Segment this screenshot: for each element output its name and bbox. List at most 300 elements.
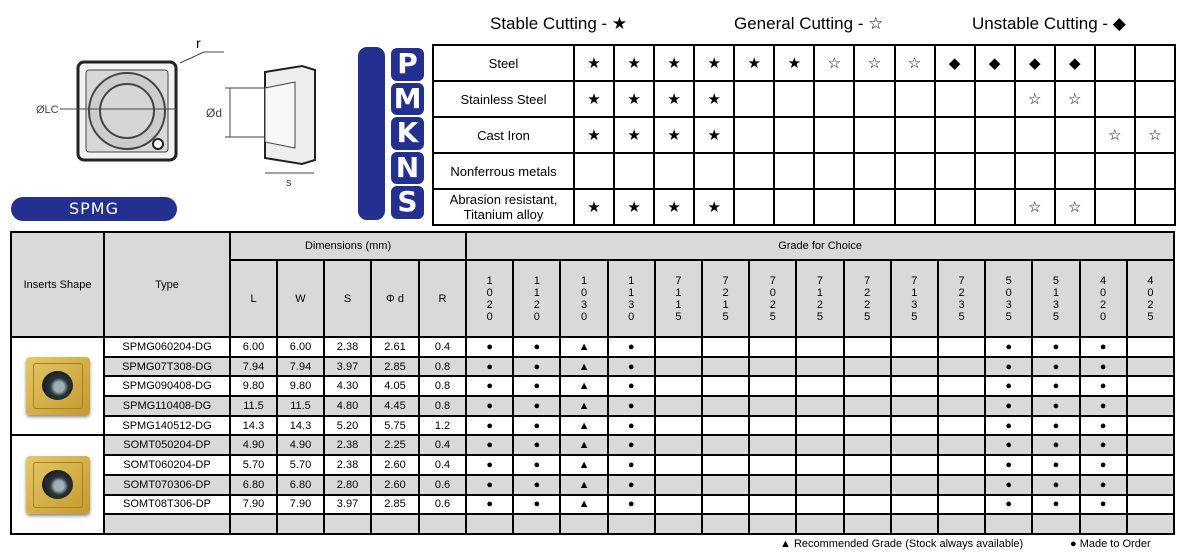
stable-star-icon: ★: [694, 81, 734, 117]
made-to-order-dot-icon: ●: [1032, 396, 1079, 416]
empty-cell: [844, 495, 891, 515]
made-to-order-dot-icon: ●: [985, 416, 1032, 436]
stable-star-icon: ★: [574, 45, 614, 81]
empty-cell: [844, 357, 891, 377]
general-star-icon: ☆: [1015, 81, 1055, 117]
made-to-order-dot-icon: ●: [608, 475, 655, 495]
iso-letter-s: S: [390, 185, 425, 220]
material-application-table: [432, 44, 1176, 226]
made-to-order-dot-icon: ●: [1032, 495, 1079, 515]
header-grade-7115: 7 1 1 5: [655, 260, 702, 337]
general-star-icon: ☆: [1135, 117, 1175, 153]
header-grade-7225: 7 2 2 5: [844, 260, 891, 337]
empty-cell: [975, 189, 1015, 225]
recommended-triangle-icon: ▲: [560, 376, 607, 396]
empty-cell: [749, 455, 796, 475]
empty-cell: [891, 357, 938, 377]
empty-cell: [895, 117, 935, 153]
empty-cell: [814, 81, 854, 117]
empty-cell: [1127, 416, 1174, 436]
iso-group-bar: [358, 47, 385, 220]
material-name: Cast Iron: [433, 117, 574, 153]
empty-cell: [734, 81, 774, 117]
made-to-order-dot-icon: ●: [985, 475, 1032, 495]
dimension-cell: 2.80: [324, 475, 371, 495]
made-to-order-dot-icon: ●: [466, 357, 513, 377]
empty-cell: [1095, 81, 1135, 117]
empty-cell: [1127, 435, 1174, 455]
empty-cell: [891, 376, 938, 396]
dimension-cell: 4.80: [324, 396, 371, 416]
dimension-cell: 0.6: [419, 475, 466, 495]
empty-cell: [608, 514, 655, 534]
dimension-cell: 5.70: [277, 455, 324, 475]
material-name: Nonferrous metals: [433, 153, 574, 189]
made-to-order-dot-icon: ●: [1080, 455, 1127, 475]
empty-cell: [895, 81, 935, 117]
empty-cell: [891, 475, 938, 495]
made-to-order-dot-icon: ●: [985, 435, 1032, 455]
dimension-cell: 5.20: [324, 416, 371, 436]
empty-cell: [702, 455, 749, 475]
empty-cell: [655, 337, 702, 357]
empty-cell: [466, 514, 513, 534]
dimension-cell: 7.90: [230, 495, 277, 515]
made-to-order-dot-icon: ●: [985, 357, 1032, 377]
made-to-order-dot-icon: ●: [513, 435, 560, 455]
empty-cell: [655, 455, 702, 475]
s-label: s: [286, 177, 292, 189]
empty-cell: [938, 495, 985, 515]
material-row: [433, 117, 1175, 153]
dimension-cell: 0.8: [419, 357, 466, 377]
empty-cell: [749, 416, 796, 436]
general-star-icon: ☆: [1055, 189, 1095, 225]
table-row: [11, 435, 1174, 455]
stable-star-icon: ★: [774, 45, 814, 81]
type-cell: [104, 514, 230, 534]
stable-star-icon: ★: [574, 117, 614, 153]
dimension-cell: 0.8: [419, 376, 466, 396]
made-to-order-dot-icon: ●: [513, 376, 560, 396]
general-star-icon: ☆: [814, 45, 854, 81]
empty-cell: [655, 495, 702, 515]
empty-cell: [891, 416, 938, 436]
unstable-diamond-icon: ◆: [935, 45, 975, 81]
stable-star-icon: ★: [574, 81, 614, 117]
iso-material-letters: [390, 47, 425, 220]
iso-letter-p: P: [390, 47, 425, 82]
table-row: [11, 475, 1174, 495]
dimension-cell: 0.8: [419, 396, 466, 416]
recommended-triangle-icon: ▲: [560, 475, 607, 495]
made-to-order-dot-icon: ●: [1032, 455, 1079, 475]
empty-cell: [935, 189, 975, 225]
unstable-diamond-icon: ◆: [1055, 45, 1095, 81]
made-to-order-dot-icon: ●: [466, 475, 513, 495]
made-to-order-dot-icon: ●: [466, 495, 513, 515]
dimension-cell: 2.60: [371, 475, 419, 495]
header-grade-1030: 1 0 3 0: [560, 260, 607, 337]
empty-cell: [1015, 153, 1055, 189]
insert-spmg-image: [26, 357, 90, 415]
empty-cell: [938, 337, 985, 357]
header-dim-r: R: [419, 260, 466, 337]
made-to-order-dot-icon: ●: [513, 475, 560, 495]
empty-cell: [1095, 45, 1135, 81]
made-to-order-dot-icon: ●: [985, 455, 1032, 475]
header-grade-7125: 7 1 2 5: [796, 260, 843, 337]
unstable-diamond-icon: ◆: [975, 45, 1015, 81]
dimension-cell: 4.90: [277, 435, 324, 455]
made-to-order-dot-icon: ●: [608, 495, 655, 515]
dimension-cell: 2.60: [371, 455, 419, 475]
made-to-order-dot-icon: ●: [1032, 435, 1079, 455]
empty-cell: [938, 475, 985, 495]
dimension-cell: 3.97: [324, 495, 371, 515]
material-row: [433, 189, 1175, 225]
empty-cell: [702, 357, 749, 377]
made-to-order-dot-icon: ●: [608, 416, 655, 436]
dimension-cell: 6.00: [277, 337, 324, 357]
made-to-order-dot-icon: ●: [1032, 416, 1079, 436]
stable-star-icon: ★: [574, 189, 614, 225]
d-label: Ød: [206, 106, 223, 120]
stable-cutting-legend: Stable Cutting - ★: [490, 14, 628, 33]
legend-made-to-order: ● Made to Order: [1070, 538, 1151, 550]
insert-shape-cell: [11, 337, 104, 435]
table-row: [11, 376, 1174, 396]
dimension-cell: 5.75: [371, 416, 419, 436]
recommended-triangle-icon: ▲: [560, 495, 607, 515]
empty-cell: [891, 495, 938, 515]
dimension-cell: 4.90: [230, 435, 277, 455]
dimension-cell: 6.80: [277, 475, 324, 495]
recommended-triangle-icon: ▲: [560, 337, 607, 357]
material-name: Abrasion resistant, Titanium alloy: [433, 189, 574, 225]
made-to-order-dot-icon: ●: [1080, 357, 1127, 377]
header-grade: Grade for Choice: [466, 232, 1174, 260]
empty-cell: [1135, 189, 1175, 225]
made-to-order-dot-icon: ●: [466, 435, 513, 455]
empty-cell: [702, 495, 749, 515]
legend-recommended: ▲ Recommended Grade (Stock always available): [780, 538, 1024, 550]
made-to-order-dot-icon: ●: [1080, 376, 1127, 396]
made-to-order-dot-icon: ●: [513, 396, 560, 416]
insert-hole: [42, 470, 73, 499]
empty-cell: [891, 455, 938, 475]
dimension-cell: 0.4: [419, 337, 466, 357]
made-to-order-dot-icon: ●: [1032, 357, 1079, 377]
stable-star-icon: ★: [734, 45, 774, 81]
empty-cell: [938, 435, 985, 455]
header-dim-d: Φ d: [371, 260, 419, 337]
made-to-order-dot-icon: ●: [466, 455, 513, 475]
made-to-order-dot-icon: ●: [466, 376, 513, 396]
empty-cell: [796, 495, 843, 515]
empty-cell: [655, 396, 702, 416]
empty-cell: [935, 81, 975, 117]
empty-cell: [895, 153, 935, 189]
made-to-order-dot-icon: ●: [513, 337, 560, 357]
dimension-cell: [324, 514, 371, 534]
empty-cell: [938, 357, 985, 377]
made-to-order-dot-icon: ●: [1032, 337, 1079, 357]
dimension-cell: 2.61: [371, 337, 419, 357]
table-row: [11, 495, 1174, 515]
made-to-order-dot-icon: ●: [1080, 435, 1127, 455]
empty-cell: [654, 153, 694, 189]
stable-star-icon: ★: [614, 189, 654, 225]
general-star-icon: ☆: [1095, 117, 1135, 153]
made-to-order-dot-icon: ●: [1080, 337, 1127, 357]
made-to-order-dot-icon: ●: [608, 357, 655, 377]
dimension-cell: 6.80: [230, 475, 277, 495]
empty-cell: [702, 475, 749, 495]
empty-cell: [796, 416, 843, 436]
dimension-cell: 9.80: [277, 376, 324, 396]
iso-letter-m: M: [390, 82, 425, 117]
made-to-order-dot-icon: ●: [513, 357, 560, 377]
dimension-cell: 2.25: [371, 435, 419, 455]
empty-cell: [1127, 495, 1174, 515]
dimension-cell: 2.38: [324, 435, 371, 455]
empty-cell: [1095, 153, 1135, 189]
dimension-cell: 2.85: [371, 495, 419, 515]
empty-cell: [702, 416, 749, 436]
dimension-cell: 2.38: [324, 337, 371, 357]
made-to-order-dot-icon: ●: [608, 455, 655, 475]
empty-cell: [1032, 514, 1079, 534]
type-cell: SPMG090408-DG: [104, 376, 230, 396]
made-to-order-dot-icon: ●: [466, 416, 513, 436]
header-dim-l: L: [230, 260, 277, 337]
empty-cell: [1127, 357, 1174, 377]
empty-cell: [935, 153, 975, 189]
dimension-cell: 7.94: [230, 357, 277, 377]
made-to-order-dot-icon: ●: [608, 396, 655, 416]
header-grade-1120: 1 1 2 0: [513, 260, 560, 337]
empty-cell: [814, 189, 854, 225]
stable-star-icon: ★: [614, 117, 654, 153]
empty-cell: [614, 153, 654, 189]
empty-cell: [1095, 189, 1135, 225]
empty-cell: [749, 475, 796, 495]
made-to-order-dot-icon: ●: [513, 455, 560, 475]
empty-cell: [774, 189, 814, 225]
material-row: [433, 45, 1175, 81]
table-row: [11, 396, 1174, 416]
general-cutting-legend: General Cutting - ☆: [734, 14, 884, 33]
empty-cell: [796, 475, 843, 495]
empty-cell: [1127, 337, 1174, 357]
empty-cell: [702, 514, 749, 534]
empty-cell: [854, 81, 894, 117]
dimension-cell: 7.94: [277, 357, 324, 377]
empty-cell: [1080, 514, 1127, 534]
empty-cell: [702, 337, 749, 357]
dimension-cell: 1.2: [419, 416, 466, 436]
dimension-cell: [371, 514, 419, 534]
insert-technical-drawing: [20, 30, 320, 190]
empty-cell: [844, 396, 891, 416]
empty-cell: [796, 357, 843, 377]
stable-star-icon: ★: [654, 189, 694, 225]
stable-star-icon: ★: [654, 117, 694, 153]
empty-cell: [895, 189, 935, 225]
empty-cell: [1015, 117, 1055, 153]
empty-cell: [796, 514, 843, 534]
empty-cell: [844, 337, 891, 357]
dimension-cell: 2.85: [371, 357, 419, 377]
dimension-cell: 6.00: [230, 337, 277, 357]
empty-cell: [734, 189, 774, 225]
empty-cell: [796, 396, 843, 416]
recommended-triangle-icon: ▲: [560, 357, 607, 377]
made-to-order-dot-icon: ●: [608, 337, 655, 357]
type-cell: SPMG140512-DG: [104, 416, 230, 436]
empty-cell: [854, 153, 894, 189]
empty-cell: [1055, 153, 1095, 189]
insert-shape-cell: [11, 435, 104, 533]
empty-cell: [891, 435, 938, 455]
made-to-order-dot-icon: ●: [513, 416, 560, 436]
empty-cell: [1135, 45, 1175, 81]
empty-cell: [702, 435, 749, 455]
dimension-cell: 11.5: [277, 396, 324, 416]
empty-cell: [655, 416, 702, 436]
recommended-triangle-icon: ▲: [560, 455, 607, 475]
empty-cell: [749, 514, 796, 534]
empty-cell: [938, 376, 985, 396]
dimension-cell: [419, 514, 466, 534]
empty-cell: [985, 514, 1032, 534]
empty-cell: [560, 514, 607, 534]
type-cell: SOMT08T306-DP: [104, 495, 230, 515]
empty-cell: [1055, 117, 1095, 153]
empty-cell: [844, 514, 891, 534]
general-star-icon: ☆: [1015, 189, 1055, 225]
general-star-icon: ☆: [1055, 81, 1095, 117]
type-cell: SPMG07T308-DG: [104, 357, 230, 377]
table-row: [11, 416, 1174, 436]
general-star-icon: ☆: [854, 45, 894, 81]
made-to-order-dot-icon: ●: [466, 337, 513, 357]
dimension-cell: [230, 514, 277, 534]
header-grade-1020: 1 0 2 0: [466, 260, 513, 337]
empty-cell: [774, 81, 814, 117]
insert-somt-image: [26, 456, 90, 514]
empty-cell: [749, 337, 796, 357]
header-dim-w: W: [277, 260, 324, 337]
empty-cell: [702, 396, 749, 416]
dimension-cell: 11.5: [230, 396, 277, 416]
iso-letter-k: K: [390, 116, 425, 151]
made-to-order-dot-icon: ●: [608, 435, 655, 455]
dimension-cell: 9.80: [230, 376, 277, 396]
made-to-order-dot-icon: ●: [513, 495, 560, 515]
made-to-order-dot-icon: ●: [1032, 376, 1079, 396]
header-grade-1130: 1 1 3 0: [608, 260, 655, 337]
header-dim-s: S: [324, 260, 371, 337]
header-grade-7215: 7 2 1 5: [702, 260, 749, 337]
recommended-triangle-icon: ▲: [560, 435, 607, 455]
empty-cell: [774, 117, 814, 153]
header-dimensions: Dimensions (mm): [230, 232, 466, 260]
type-cell: SPMG110408-DG: [104, 396, 230, 416]
table-row: [11, 357, 1174, 377]
empty-cell: [1135, 153, 1175, 189]
header-grade-7235: 7 2 3 5: [938, 260, 985, 337]
header-grade-4020: 4 0 2 0: [1080, 260, 1127, 337]
empty-cell: [655, 357, 702, 377]
dimension-cell: 7.90: [277, 495, 324, 515]
empty-cell: [574, 153, 614, 189]
made-to-order-dot-icon: ●: [1080, 416, 1127, 436]
empty-cell: [854, 117, 894, 153]
empty-cell: [814, 153, 854, 189]
made-to-order-dot-icon: ●: [1080, 495, 1127, 515]
empty-cell: [655, 376, 702, 396]
made-to-order-dot-icon: ●: [1080, 396, 1127, 416]
dimension-cell: [277, 514, 324, 534]
empty-cell: [1135, 81, 1175, 117]
stable-star-icon: ★: [694, 45, 734, 81]
material-row: [433, 81, 1175, 117]
made-to-order-dot-icon: ●: [1080, 475, 1127, 495]
empty-cell: [1127, 396, 1174, 416]
empty-cell: [935, 117, 975, 153]
empty-cell: [844, 475, 891, 495]
header-grade-5135: 5 1 3 5: [1032, 260, 1079, 337]
made-to-order-dot-icon: ●: [1032, 475, 1079, 495]
stable-star-icon: ★: [694, 117, 734, 153]
made-to-order-dot-icon: ●: [466, 396, 513, 416]
empty-cell: [734, 117, 774, 153]
stable-star-icon: ★: [654, 45, 694, 81]
dimension-cell: 14.3: [277, 416, 324, 436]
empty-cell: [814, 117, 854, 153]
empty-cell: [513, 514, 560, 534]
dimension-cell: 5.70: [230, 455, 277, 475]
empty-cell: [774, 153, 814, 189]
iso-letter-n: N: [390, 151, 425, 186]
empty-cell: [734, 153, 774, 189]
material-row: [433, 153, 1175, 189]
empty-cell: [844, 376, 891, 396]
empty-cell: [1127, 376, 1174, 396]
empty-cell: [844, 416, 891, 436]
dimension-cell: 3.97: [324, 357, 371, 377]
dimension-cell: 0.4: [419, 455, 466, 475]
empty-cell: [975, 81, 1015, 117]
material-name: Stainless Steel: [433, 81, 574, 117]
empty-cell: [938, 396, 985, 416]
header-inserts-shape: Inserts Shape: [11, 232, 104, 337]
dimension-cell: 14.3: [230, 416, 277, 436]
header-grade-7135: 7 1 3 5: [891, 260, 938, 337]
empty-cell: [796, 435, 843, 455]
header-grade-7025: 7 0 2 5: [749, 260, 796, 337]
lc-label: ØLC: [36, 104, 59, 116]
type-cell: SOMT070306-DP: [104, 475, 230, 495]
empty-cell: [975, 153, 1015, 189]
empty-cell: [938, 416, 985, 436]
empty-cell: [938, 514, 985, 534]
empty-cell: [891, 396, 938, 416]
dimension-cell: 4.45: [371, 396, 419, 416]
table-row: [11, 337, 1174, 357]
